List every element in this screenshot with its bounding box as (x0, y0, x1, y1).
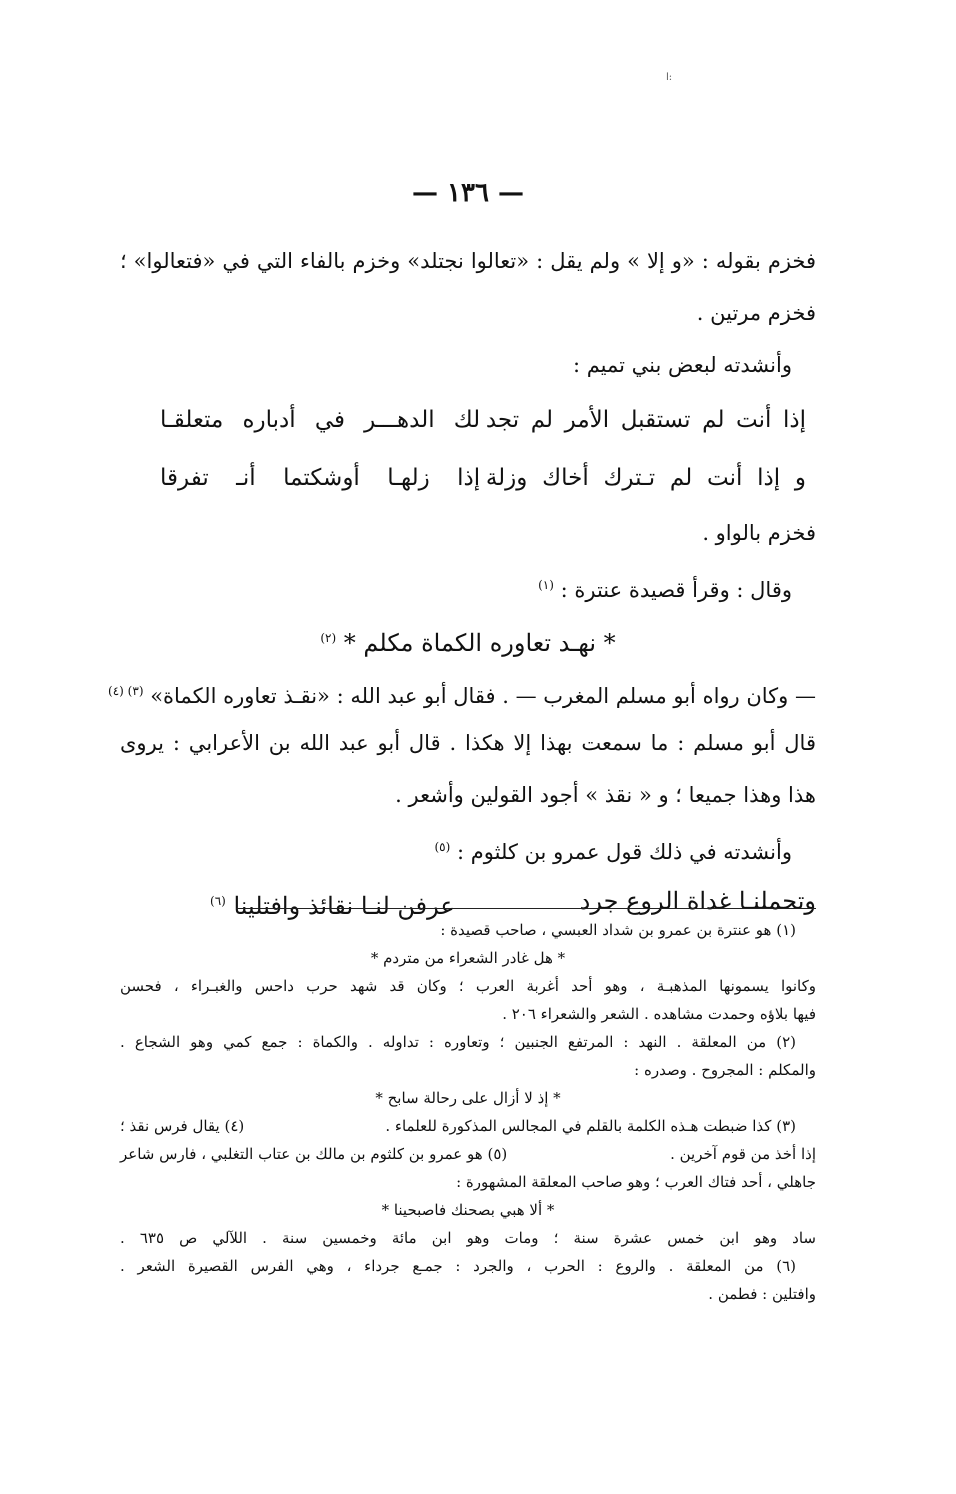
footnote-4-continued: إذا أخذ من قوم آخرين . (670, 1145, 816, 1163)
footnote-line: (٦) من المعلقة . والروع : الحرب ، والجرد : جمـع جرداء ، وهي الفرس القصيرة الشعر . (120, 1257, 796, 1275)
footnote-line: (١) هو عنترة بن عمرو بن شداد العبسي ، صاحب قصيدة : (440, 921, 796, 939)
footnote-quote: * إذ لا أزال على رحالة سابح * (375, 1089, 561, 1107)
footnote-marker: (٣) (٤) (108, 684, 144, 698)
text-line-content: وقال : وقرأ قصيدة عنترة : (560, 578, 792, 602)
footnote-line: والمكلم : المجروح . وصدره : (634, 1061, 816, 1079)
footnote-marker: (٦) (210, 894, 226, 908)
verse-second-hemistich-text: عرفن لنـا نقائذ وافتلينا (233, 892, 455, 920)
text-line-content: — وكان رواه أبو مسلم المغرب — . فقال أبو عبد الله : «نقـذ تعاوره الكماة» (150, 684, 816, 708)
footnote-line: فيها بلاؤه وحمدت مشاهده . الشعر والشعراء ٢٠٦ . (502, 1005, 816, 1023)
footnote-line: (٢) من المعلقة . النهد : المرتفع الجنبين ؛ وتعاوره : تداوله . والكماة : جمع كمي وهو الشجاع . (120, 1033, 796, 1051)
text-line: هذا وهذا جميعا ؛ و « نقذ » أجود القولين وأشعر . (395, 783, 816, 807)
main-text (108, 235, 816, 929)
text-line: وأنشدته لبعض بني تميم : (572, 353, 792, 377)
quoted-hemistich (120, 611, 816, 665)
text-line (108, 665, 816, 717)
poem-verse (120, 449, 816, 507)
text-line: قال أبو مسلم : ما سمعت بهذا إلا هكذا . قال أبو عبد الله بن الأعرابي : يروى (120, 731, 816, 755)
footnote-line: وافتلين : فطمن . (708, 1285, 816, 1303)
text-line-content: وأنشدته في ذلك قول عمرو بن كلثوم : (457, 840, 792, 864)
text-line: فخزم مرتين . (696, 301, 816, 325)
footnote-divider (236, 908, 816, 909)
document-page (108, 0, 816, 1494)
page-number: — ١٣٦ — (411, 178, 525, 208)
footnote-marker: (٥) (434, 840, 451, 854)
text-line (120, 559, 816, 611)
footnote-marker: (٢) (320, 631, 337, 645)
footnote-5: (٥) هو عمرو بن كلثوم بن مالك بن عتاب التغلبي ، فارس شاعر (120, 1145, 508, 1163)
footnote-quote: * ألا هبي بصحنك فاصبحينا * (381, 1201, 555, 1219)
text-line: فخزم بالواو . (702, 521, 816, 545)
footnote-quote: * هل غادر الشعراء من متردم * (370, 949, 566, 967)
footnote-3: (٣) كذا ضبطت هـذه الكلمة بالقلم في المجالس المذكورة للعلماء . (385, 1117, 796, 1135)
footnote-line: ساد وهو ابن خمس عشرة سنة ؛ ومات وهو ابن مائة وخمسين سنة . اللآلي ص ٦٣٥ . (120, 1229, 816, 1247)
footnote-line (120, 1140, 816, 1168)
verse-first-hemistich: وتحملنـا غداة الروع جرد (579, 887, 816, 915)
text-line (120, 821, 816, 873)
footnote-line: جاهلي ، أحد فتاك العرب ؛ وهو صاحب المعلقة المشهورة : (456, 1173, 816, 1191)
quoted-hemistich-text: * نهـد تعاوره الكماة مكلم * (343, 629, 616, 657)
page-speck: ا: (666, 72, 673, 83)
footnotes (120, 916, 816, 1308)
footnote-4: (٤) يقال فرس نقذ ؛ (120, 1117, 245, 1135)
footnote-line: وكانوا يسمونها المذهبـة ، وهو أحد أغربة العرب ؛ وكان قد شهد حرب داحس والغبـراء ، فحسن (120, 977, 816, 995)
verse-second-hemistich: إذا زلهـا أوشكتما أنـ تفرقا (160, 465, 481, 491)
text-line: فخزم بقوله : «و إلا » ولم يقل : «تعالوا نجتلد» وخزم بالفاء التي في «فتعالوا» ؛ (120, 249, 816, 273)
verse-first-hemistich: و إذا أنت لم تـترك أخاك وزلة (485, 465, 806, 491)
footnote-line (120, 1112, 816, 1140)
poem-verse (120, 391, 816, 449)
verse-first-hemistich: إذا أنت لم تستقبل الأمر لم تجد (485, 407, 806, 433)
footnote-marker: (١) (538, 578, 554, 592)
verse-second-hemistich: لك الدهـــر في أدباره متعلقـا (160, 407, 481, 433)
